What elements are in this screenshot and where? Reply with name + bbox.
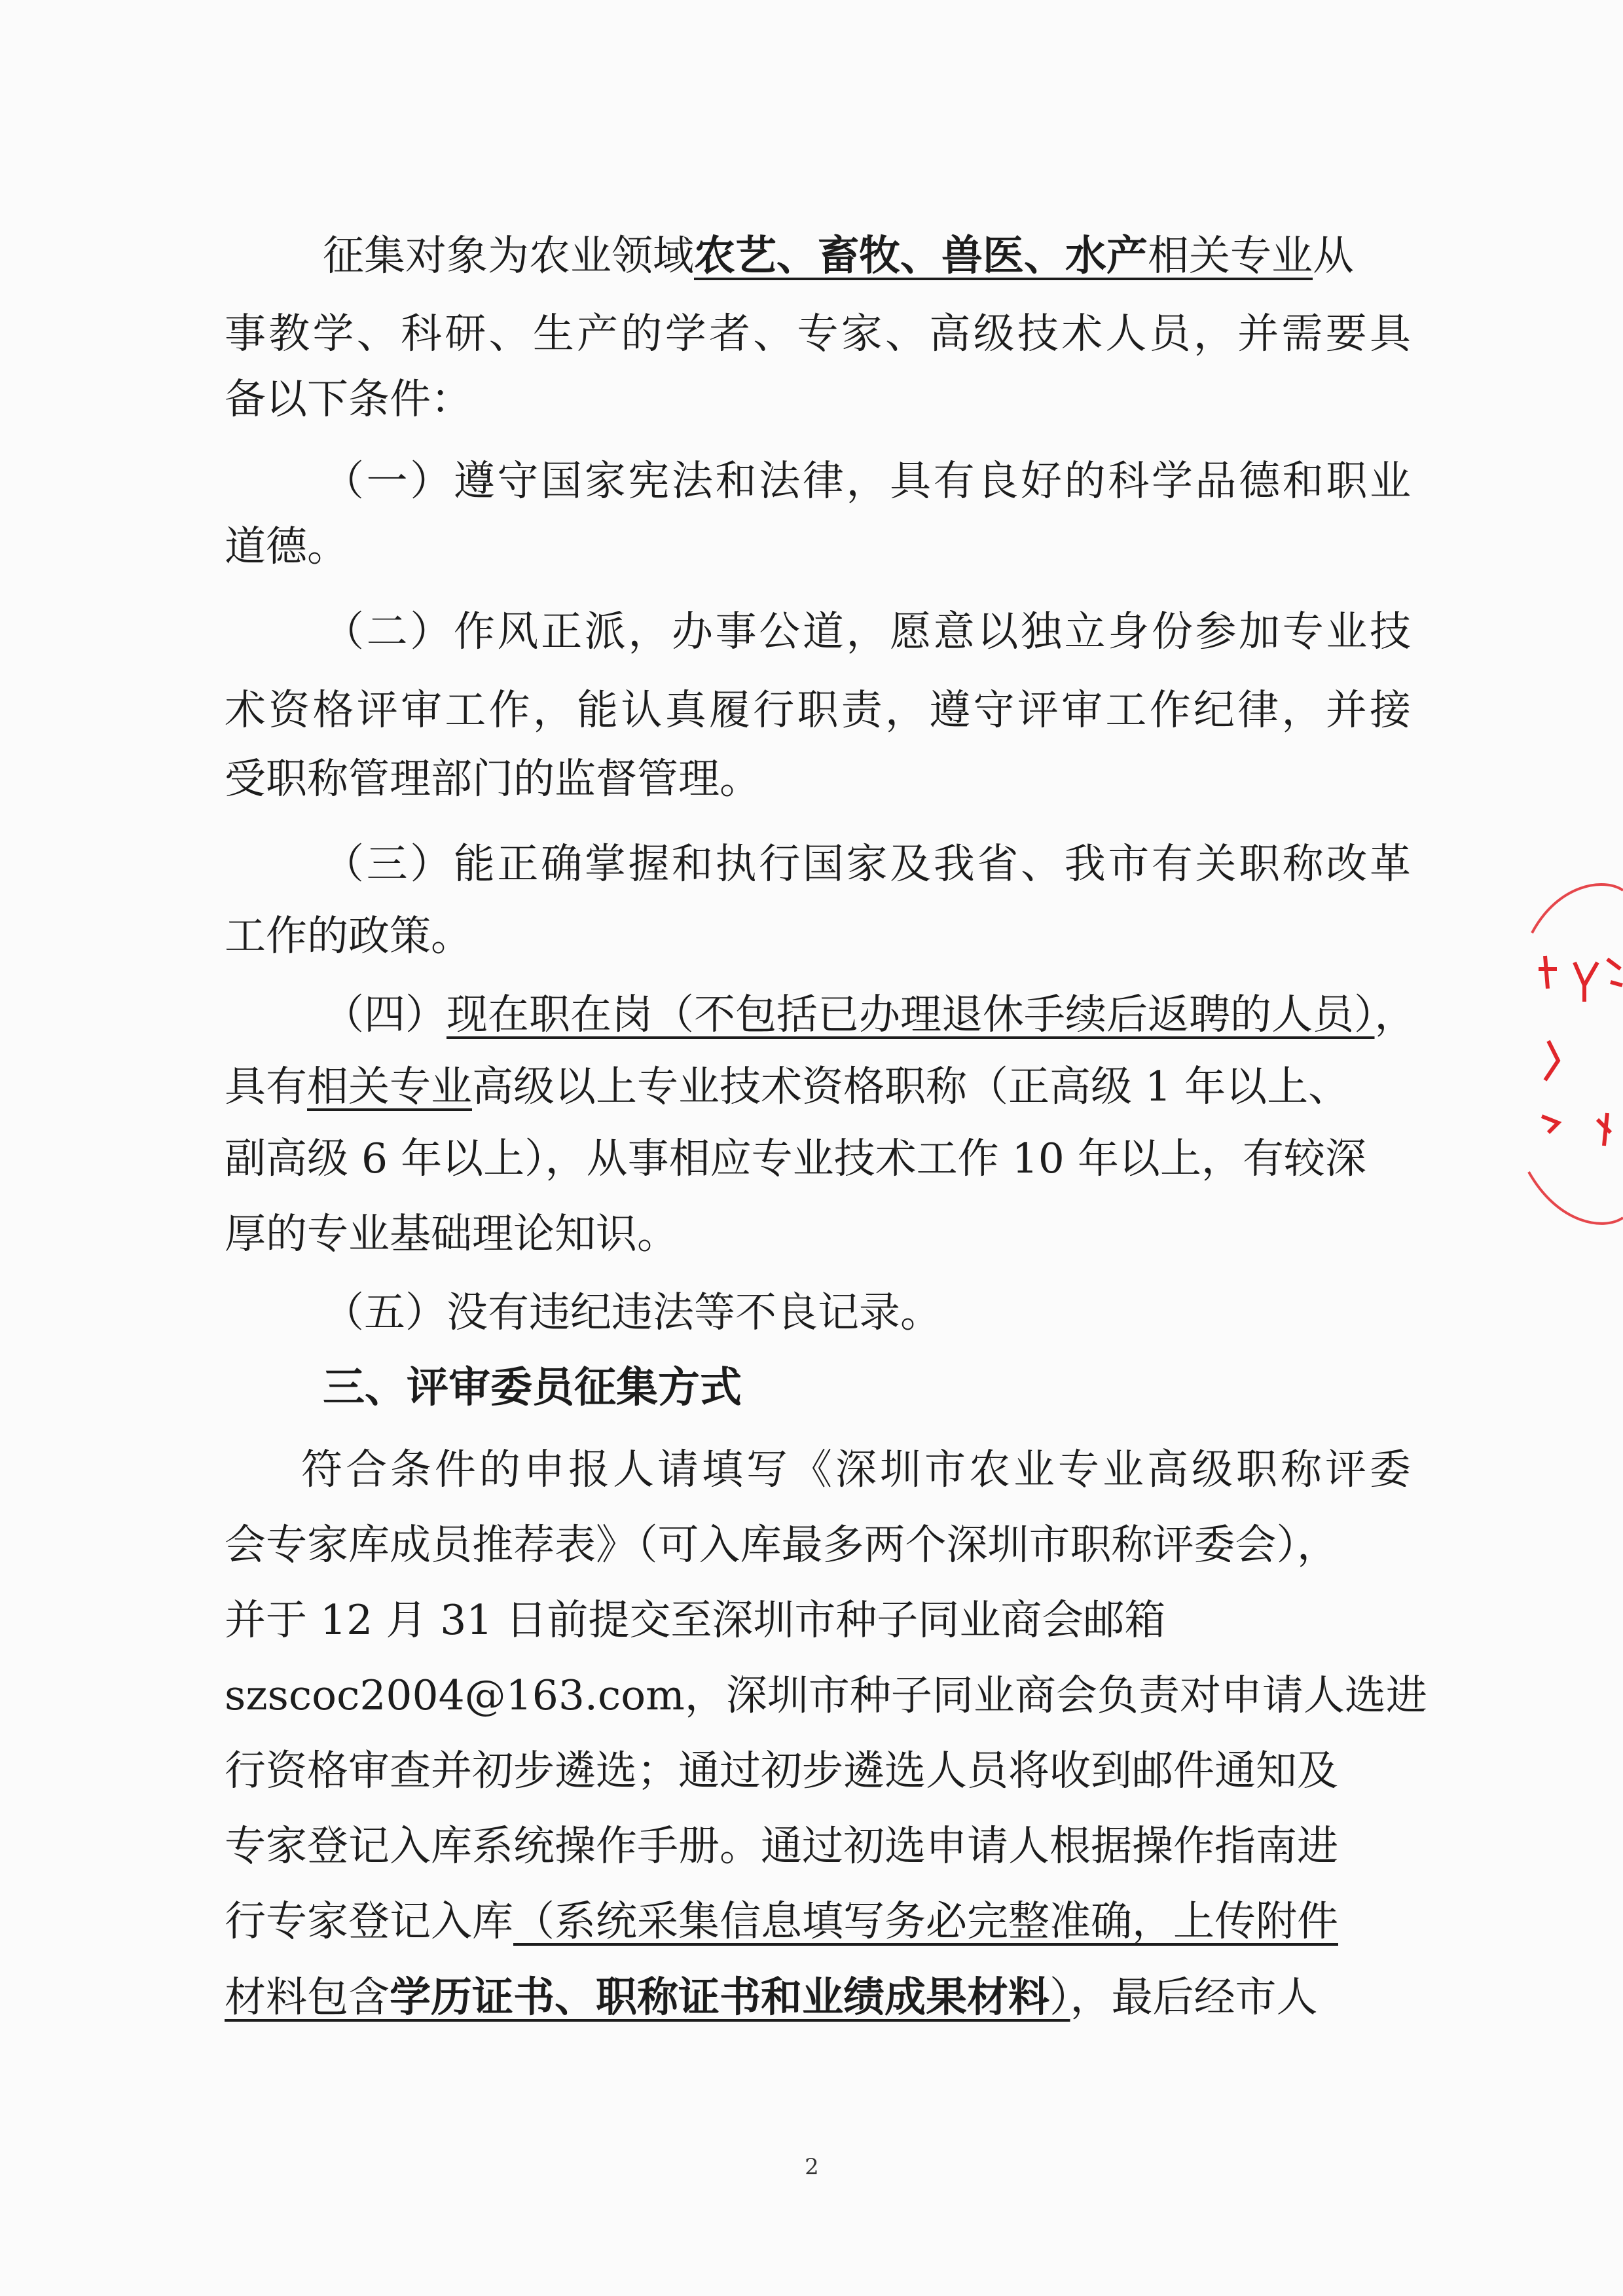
text-span: 行专家登记入库 — [225, 1897, 513, 1945]
email-address[interactable]: szscoc2004@163.com — [225, 1671, 685, 1719]
paragraph-method-line-4 — [225, 1666, 1427, 1725]
text-span: ， — [1374, 991, 1416, 1038]
underline-related-major-2: 相关专业 — [307, 1063, 472, 1110]
condition-2-line-2: 术资格评审工作，能认真履行职责，遵守评审工作纪律，并接 — [225, 686, 1411, 734]
condition-1-line-1: （一）遵守国家宪法和法律，具有良好的科学品德和职业 — [323, 457, 1411, 505]
condition-1-line-2: 道德。 — [225, 522, 348, 570]
page-number: 2 — [805, 2154, 819, 2180]
condition-2-line-1: （二）作风正派，办事公道，愿意以独立身份参加专业技 — [323, 608, 1411, 655]
text-span: ，深圳市种子同业商会负责对申请人选进 — [684, 1671, 1427, 1719]
condition-4-line-3: 副高级 6 年以上），从事相应专业技术工作 10 年以上，有较深 — [225, 1135, 1366, 1182]
paragraph-method-line-1: 符合条件的申报人请填写《深圳市农业专业高级职称评委 — [301, 1446, 1411, 1493]
paragraph-intro-line-1 — [323, 226, 1410, 285]
underline-system-info: （系统采集信息填写务必完整准确，上传附件 — [513, 1897, 1338, 1945]
text-span: （四） — [323, 991, 447, 1038]
emphasis-veterinary: 兽医、 — [941, 231, 1065, 280]
condition-3-line-2: 工作的政策。 — [225, 912, 472, 960]
text-span: ，最后经市人 — [1070, 1973, 1318, 2021]
condition-4-line-2 — [225, 1057, 1349, 1116]
emphasis-agronomy: 农艺、 — [694, 231, 818, 280]
emphasis-certificates: 学历证书、职称证书和业绩成果材料 — [390, 1973, 1049, 2021]
condition-4-line-1 — [323, 985, 1423, 1044]
underline-in-service: 现在职在岗（不包括已办理退休手续后返聘的人员） — [447, 991, 1375, 1038]
red-seal-stamp — [1519, 871, 1623, 1237]
text-span: 征集对象为农业领域 — [323, 232, 694, 280]
underline-close-paren: ） — [1049, 1973, 1070, 2021]
paragraph-method-line-3: 并于 12 月 31 日前提交至深圳市种子同业商会邮箱 — [225, 1596, 1166, 1644]
paragraph-method-line-5: 行资格审查并初步遴选；通过初步遴选人员将收到邮件通知及 — [225, 1747, 1338, 1795]
paragraph-intro-line-3: 备以下条件： — [225, 375, 472, 423]
condition-5-line-1: （五）没有违纪违法等不良记录。 — [323, 1288, 941, 1336]
text-span: 具有 — [225, 1063, 307, 1110]
underline-related-major: 相关专业 — [1148, 232, 1313, 280]
paragraph-method-line-2: 会专家库成员推荐表》（可入库最多两个深圳市职称评委会）， — [225, 1521, 1338, 1569]
paragraph-method-line-7 — [225, 1892, 1338, 1951]
paragraph-method-line-6: 专家登记入库系统操作手册。通过初选申请人根据操作指南进 — [225, 1822, 1338, 1870]
text-span: 高级以上专业技术资格职称（正高级 1 年以上、 — [472, 1063, 1350, 1110]
underline-materials: 材料包含 — [225, 1973, 390, 2021]
condition-4-line-4: 厚的专业基础理论知识。 — [225, 1210, 678, 1258]
text-span: 从 — [1313, 232, 1354, 280]
emphasis-animal-husbandry: 畜牧、 — [818, 231, 941, 280]
paragraph-method-line-8 — [225, 1967, 1318, 2026]
section-heading-3: 三、评审委员征集方式 — [323, 1364, 742, 1412]
condition-3-line-1: （三）能正确掌握和执行国家及我省、我市有关职称改革 — [323, 840, 1411, 888]
condition-2-line-3: 受职称管理部门的监督管理。 — [225, 755, 761, 803]
emphasis-aquatic: 水产 — [1065, 231, 1148, 280]
paragraph-intro-line-2: 事教学、科研、生产的学者、专家、高级技术人员，并需要具 — [225, 310, 1411, 357]
